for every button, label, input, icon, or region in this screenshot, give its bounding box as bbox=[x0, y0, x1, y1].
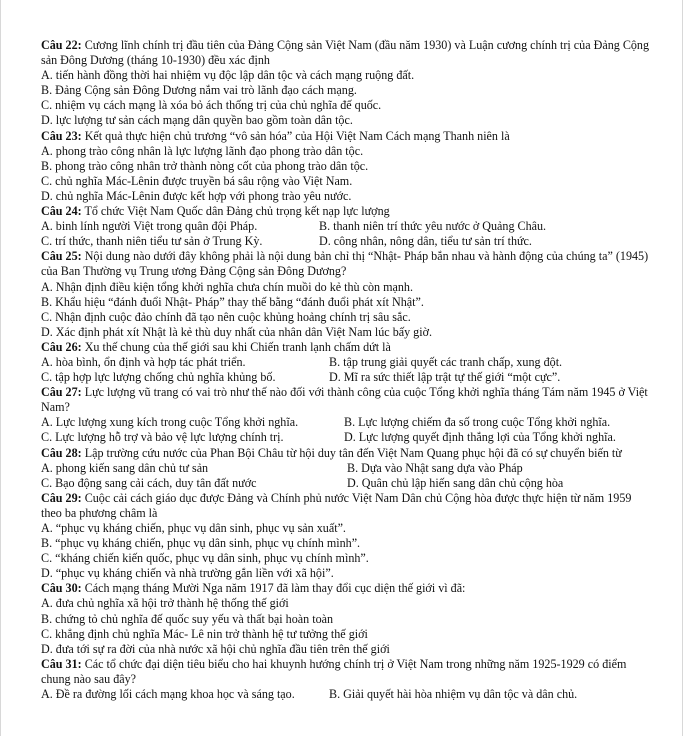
question-27 bbox=[41, 385, 653, 445]
option-d: D. Lực lượng quyết định thắng lợi của Tổng khởi nghĩa. bbox=[344, 430, 616, 445]
option-d: D. Quân chủ lập hiến sang dân chủ cộng hòa bbox=[347, 475, 564, 490]
question-26 bbox=[41, 340, 653, 385]
option-b: B. Lực lượng chiếm đa số trong cuộc Tổng khởi nghĩa. bbox=[344, 415, 611, 430]
option-b: B. chứng tỏ chủ nghĩa đế quốc suy yếu và thất bại hoàn toàn bbox=[41, 611, 334, 626]
question-stem: Câu 25: Nội dung nào dưới đây không phải là nội dung bản chỉ thị “Nhật- Pháp bắn nhau và hành động của chúng ta” (1945) của Ban Thường vụ Trung ương Đảng Cộng sản Đông Dương? bbox=[41, 249, 649, 279]
question-stem: Câu 22: Cương lĩnh chính trị đầu tiên của Đảng Cộng sản Việt Nam (đầu năm 1930) và Luận cương chính trị của Đảng Cộng sản Đông Dương (tháng 10-1930) đều xác định bbox=[41, 38, 650, 68]
option-a: A. phong trào công nhân là lực lượng lãnh đạo phong trào dân tộc. bbox=[41, 143, 364, 158]
question-label: Câu 29: bbox=[41, 490, 82, 505]
question-stem: Câu 26: Xu thế chung của thế giới sau khi Chiến tranh lạnh chấm dứt là bbox=[41, 339, 391, 354]
option-c: C. khẳng định chủ nghĩa Mác- Lê nin trở thành hệ tư tưởng thế giới bbox=[41, 626, 368, 641]
question-stem: Câu 28: Lập trường cứu nước của Phan Bội Châu từ hội duy tân đến Việt Nam Quang phục hội đã có sự chuyển biến từ bbox=[41, 445, 622, 460]
question-stem: Câu 29: Cuộc cải cách giáo dục được Đảng và Chính phủ nước Việt Nam Dân chủ Cộng hòa được thực hiện từ năm 1959 theo ba phương châm là bbox=[41, 490, 632, 520]
option-d: D. công nhân, nông dân, tiểu tư sản trí thức. bbox=[319, 234, 532, 249]
options-row bbox=[41, 370, 653, 385]
option-d: D. “phục vụ kháng chiến và nhà trường gắn liền với xã hội”. bbox=[41, 566, 334, 581]
option-c: C. “kháng chiến kiến quốc, phục vụ dân sinh, phục vụ chính mình”. bbox=[41, 551, 369, 566]
option-a: A. đưa chủ nghĩa xã hội trở thành hệ thống thế giới bbox=[41, 596, 289, 611]
options-row bbox=[41, 234, 653, 249]
question-stem: Câu 23: Kết quả thực hiện chủ trương “vô sản hóa” của Hội Việt Nam Cách mạng Thanh niên là bbox=[41, 128, 510, 143]
option-c: C. Nhận định cuộc đảo chính đã tạo nên cuộc khủng hoảng chính trị sâu sắc. bbox=[41, 309, 411, 324]
option-a: A. hòa bình, ổn định và hợp tác phát triển. bbox=[41, 354, 246, 369]
question-29 bbox=[41, 491, 653, 582]
question-label: Câu 28: bbox=[41, 445, 82, 460]
question-label: Câu 22: bbox=[41, 38, 82, 52]
question-stem: Câu 31: Các tổ chức đại diện tiêu biểu cho hai khuynh hướng chính trị ở Việt Nam trong những năm 1925-1929 có điểm chung nào sau đây? bbox=[41, 656, 627, 686]
option-a: A. “phục vụ kháng chiến, phục vụ dân sinh, phục vụ sản xuất”. bbox=[41, 521, 346, 535]
option-d: D. đưa tới sự ra đời của nhà nước xã hội chủ nghĩa đầu tiên trên thế giới bbox=[41, 641, 390, 656]
question-label: Câu 30: bbox=[41, 581, 82, 596]
question-label: Câu 25: bbox=[41, 249, 82, 264]
option-c: C. Lực lượng hỗ trợ và bảo vệ lực lượng chính trị. bbox=[41, 430, 284, 445]
options-row bbox=[41, 687, 653, 702]
question-label: Câu 23: bbox=[41, 128, 82, 143]
option-a: A. tiến hành đồng thời hai nhiệm vụ độc lập dân tộc và cách mạng ruộng đất. bbox=[41, 68, 415, 83]
question-stem: Câu 24: Tổ chức Việt Nam Quốc dân Đảng chủ trọng kết nạp lực lượng bbox=[41, 204, 390, 219]
question-24 bbox=[41, 204, 653, 249]
option-b: B. “phục vụ kháng chiến, phục vụ dân sinh, phục vụ chính mình”. bbox=[41, 536, 361, 551]
options-row bbox=[41, 476, 653, 491]
option-b: B. thanh niên trí thức yêu nước ở Quảng Châu. bbox=[319, 219, 547, 234]
option-a: A. phong kiến sang dân chủ tư sản bbox=[41, 460, 209, 475]
option-b: B. tập trung giải quyết các tranh chấp, xung đột. bbox=[329, 354, 563, 369]
option-b: B. Giải quyết hài hòa nhiệm vụ dân tộc và dân chủ. bbox=[329, 687, 578, 702]
question-stem: Câu 30: Cách mạng tháng Mười Nga năm 1917 đã làm thay đổi cục diện thế giới vì đã: bbox=[41, 581, 466, 596]
option-d: D. lực lượng tư sản cách mạng dân quyền bao gồm toàn dân tộc. bbox=[41, 113, 353, 128]
option-b: B. Dựa vào Nhật sang dựa vào Pháp bbox=[347, 460, 523, 475]
option-b: B. Đảng Cộng sản Đông Dương nắm vai trò lãnh đạo cách mạng. bbox=[41, 83, 357, 98]
exam-content bbox=[41, 38, 653, 702]
question-stem: Câu 27: Lực lượng vũ trang có vai trò như thế nào đối với thành công của cuộc Tổng khởi nghĩa tháng Tám năm 1945 ở Việt Nam? bbox=[41, 385, 648, 415]
question-23 bbox=[41, 129, 653, 204]
question-label: Câu 31: bbox=[41, 656, 82, 671]
option-c: C. Bạo động sang cải cách, duy tân đất nước bbox=[41, 475, 257, 490]
options-row bbox=[41, 430, 653, 445]
option-c: C. trí thức, thanh niên tiểu tư sản ở Trung Kỳ. bbox=[41, 234, 263, 249]
question-label: Câu 24: bbox=[41, 204, 82, 219]
option-c: C. nhiệm vụ cách mạng là xóa bỏ ách thống trị của chủ nghĩa đế quốc. bbox=[41, 98, 382, 113]
options-row bbox=[41, 415, 653, 430]
option-b: B. Khẩu hiệu “đánh đuổi Nhật- Pháp” thay thế bằng “đánh đuổi phát xít Nhật”. bbox=[41, 294, 424, 309]
option-c: C. chủ nghĩa Mác-Lênin được truyền bá sâu rộng vào Việt Nam. bbox=[41, 173, 353, 188]
question-label: Câu 26: bbox=[41, 339, 82, 354]
option-d: D. chủ nghĩa Mác-Lênin được kết hợp với phong trào yêu nước. bbox=[41, 188, 352, 203]
option-c: C. tập hợp lực lượng chống chủ nghĩa khủng bố. bbox=[41, 370, 276, 385]
question-25 bbox=[41, 249, 653, 340]
question-30 bbox=[41, 581, 653, 656]
option-a: A. binh lính người Việt trong quân đội Pháp. bbox=[41, 219, 258, 234]
options-row bbox=[41, 461, 653, 476]
option-d: D. Xác định phát xít Nhật là kẻ thù duy nhất của nhân dân Việt Nam lúc bấy giờ. bbox=[41, 324, 433, 339]
options-row bbox=[41, 355, 653, 370]
question-28 bbox=[41, 446, 653, 491]
option-a: A. Lực lượng xung kích trong cuộc Tổng khởi nghĩa. bbox=[41, 415, 299, 430]
option-a: A. Nhận định điều kiện tổng khởi nghĩa chưa chín muồi do kẻ thù còn mạnh. bbox=[41, 279, 414, 294]
options-row bbox=[41, 219, 653, 234]
question-label: Câu 27: bbox=[41, 385, 82, 400]
question-31 bbox=[41, 657, 653, 702]
question-22 bbox=[41, 38, 653, 129]
option-a: A. Đề ra đường lối cách mạng khoa học và sáng tạo. bbox=[41, 687, 295, 702]
option-d: D. Mĩ ra sức thiết lập trật tự thế giới “một cực”. bbox=[329, 370, 561, 385]
option-b: B. phong trào công nhân trở thành nòng cốt của phong trào dân tộc. bbox=[41, 158, 369, 173]
